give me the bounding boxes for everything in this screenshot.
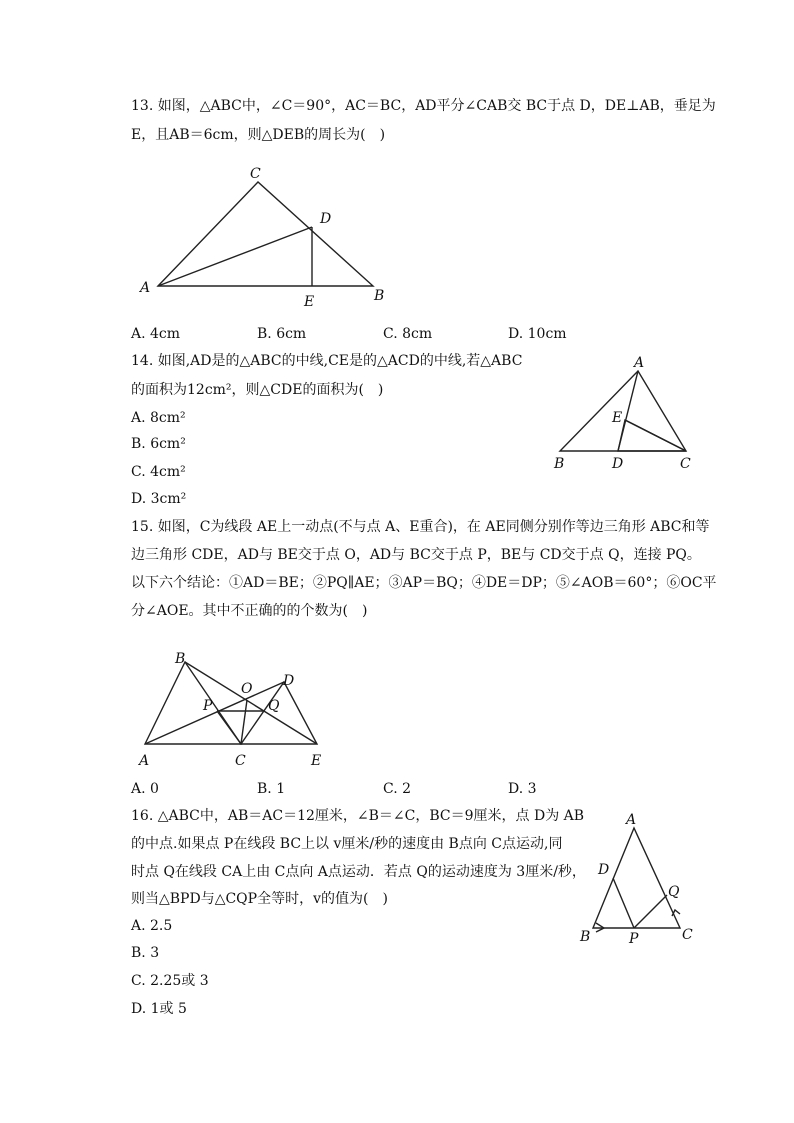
- q14-label-e: E: [612, 410, 623, 426]
- q14-label-a: A: [634, 356, 645, 371]
- q14-label-d: D: [612, 456, 624, 472]
- q14-triangle-abc: [560, 371, 686, 451]
- q15-option-c[interactable]: C. 2: [383, 781, 412, 797]
- q16-option-b[interactable]: B. 3: [131, 945, 160, 961]
- q16-label-d: D: [598, 862, 610, 878]
- q15-label-e: E: [311, 753, 322, 769]
- q16-triangle-abc: [593, 828, 680, 928]
- q14-option-b[interactable]: B. 6cm²: [131, 436, 186, 452]
- q15-figure: [135, 648, 335, 773]
- q15-stem-line4: 分∠AOE。其中不正确的的个数为( ): [131, 603, 368, 619]
- q16-label-q: Q: [668, 884, 680, 900]
- q13-figure: [138, 160, 398, 310]
- q15-label-d: D: [283, 673, 295, 689]
- q15-option-b[interactable]: B. 1: [257, 781, 286, 797]
- q15-segment-pc: [217, 711, 241, 744]
- q16-figure: [574, 810, 704, 950]
- q13-triangle-abc: [158, 182, 373, 286]
- q15-label-a: A: [139, 753, 150, 769]
- q14-option-c[interactable]: C. 4cm²: [131, 464, 186, 480]
- q14-label-b: B: [554, 456, 565, 472]
- q16-label-c: C: [682, 927, 693, 943]
- q16-stem-line1: 16. △ABC中，AB＝AC＝12厘米，∠B＝∠C，BC＝9厘米，点 D为 AB: [131, 808, 585, 824]
- q15-label-c: C: [235, 753, 246, 769]
- q15-option-a[interactable]: A. 0: [131, 781, 159, 797]
- q13-label-a: A: [140, 280, 151, 296]
- q15-stem-line3: 以下六个结论：①AD＝BE；②PQ∥AE；③AP＝BQ；④DE＝DP；⑤∠AOB＝60°；⑥OC平: [131, 575, 717, 591]
- q14-label-c: C: [680, 456, 691, 472]
- q13-label-d: D: [320, 211, 332, 227]
- q15-label-p: P: [203, 698, 213, 714]
- q13-label-e: E: [304, 294, 315, 310]
- q14-option-a[interactable]: A. 8cm²: [131, 410, 186, 426]
- q16-label-a: A: [626, 812, 637, 828]
- q13-option-c[interactable]: C. 8cm: [383, 326, 433, 342]
- q16-segment-pq: [634, 895, 667, 928]
- q15-label-q: Q: [268, 698, 280, 714]
- q15-stem-line2: 边三角形 CDE，AD与 BE交于点 O，AD与 BC交于点 P，BE与 CD交于点 Q，连接 PQ。: [131, 547, 701, 563]
- q16-label-p: P: [629, 931, 639, 947]
- q16-stem-line2: 的中点.如果点 P在线段 BC上以 v厘米/秒的速度由 B点向 C点运动,同: [131, 836, 563, 852]
- q13-stem-line2: E，且AB＝6cm，则△DEB的周长为( ): [131, 127, 386, 143]
- q16-label-b: B: [580, 929, 591, 945]
- q16-option-d[interactable]: D. 1或 5: [131, 1001, 187, 1017]
- q14-stem-line1: 14. 如图,AD是的△ABC的中线,CE是的△ACD的中线,若△ABC: [131, 353, 523, 369]
- q16-stem-line3: 时点 Q在线段 CA上由 C点向 A点运动．若点 Q的运动速度为 3厘米/秒，: [131, 864, 586, 880]
- q16-stem-line4: 则当△BPD与△CQP全等时，v的值为( ): [131, 891, 388, 907]
- q13-option-d[interactable]: D. 10cm: [508, 326, 567, 342]
- q15-triangle-abc: [145, 662, 241, 744]
- q13-stem-line1: 13. 如图，△ABC中，∠C＝90°，AC＝BC，AD平分∠CAB交 BC于点 D，DE⊥AB，垂足为: [131, 98, 716, 114]
- q16-option-c[interactable]: C. 2.25或 3: [131, 973, 209, 989]
- q13-option-b[interactable]: B. 6cm: [257, 326, 307, 342]
- q13-label-b: B: [374, 288, 385, 304]
- q13-option-a[interactable]: A. 4cm: [131, 326, 181, 342]
- q13-label-c: C: [250, 166, 261, 182]
- q15-stem-line1: 15. 如图，C为线段 AE上一动点(不与点 A、E重合)，在 AE同侧分别作等边三角形 ABC和等: [131, 519, 710, 535]
- q14-option-d[interactable]: D. 3cm²: [131, 491, 187, 507]
- q15-option-d[interactable]: D. 3: [508, 781, 537, 797]
- q16-option-a[interactable]: A. 2.5: [131, 918, 173, 934]
- q15-label-o: O: [241, 681, 253, 697]
- q14-stem-line2: 的面积为12cm²，则△CDE的面积为( ): [131, 382, 384, 398]
- q15-label-b: B: [175, 651, 186, 667]
- q14-figure: [552, 356, 702, 476]
- q16-arrow-c-to-q: [672, 910, 680, 916]
- q16-segment-dp: [613, 878, 634, 928]
- q13-segment-ad: [158, 227, 312, 286]
